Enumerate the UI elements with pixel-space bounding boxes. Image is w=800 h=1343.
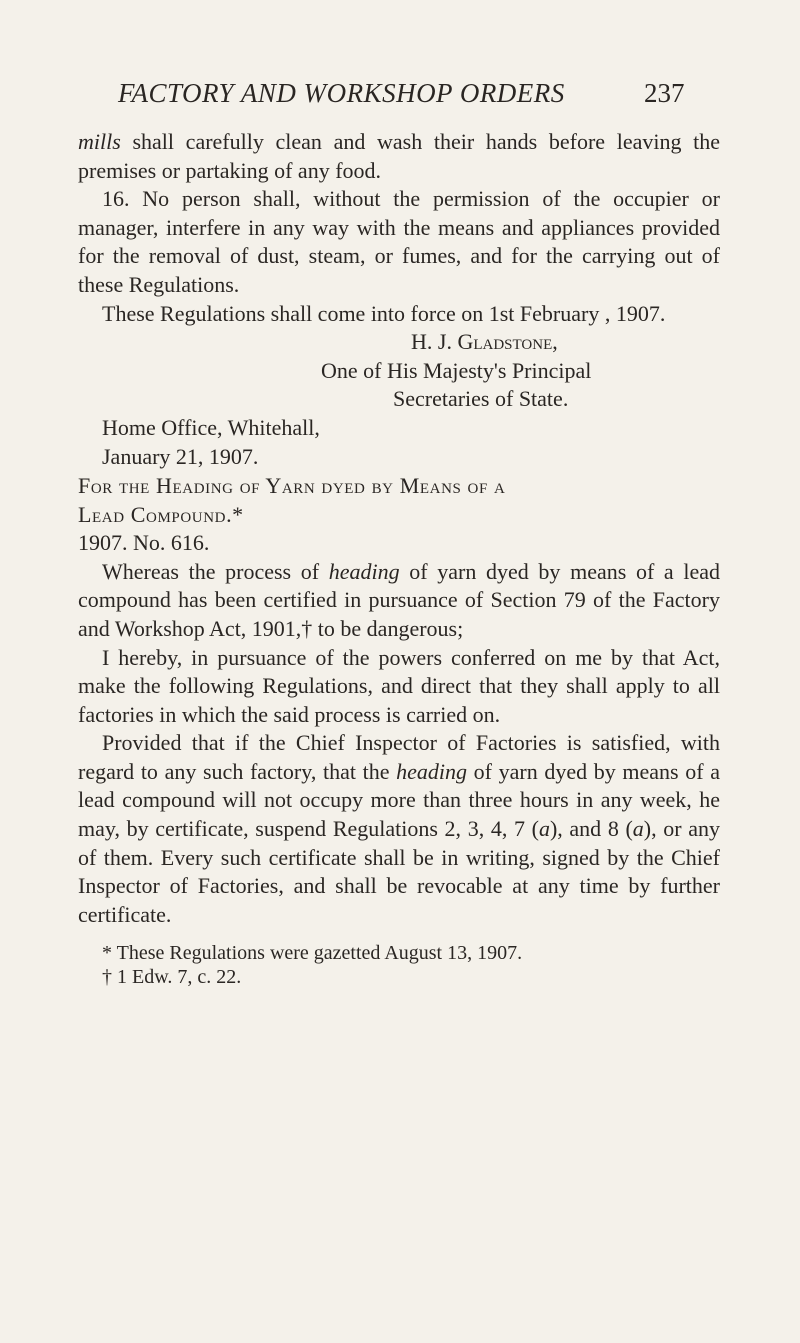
paragraph-mills xyxy=(78,128,720,185)
running-title: FACTORY AND WORKSHOP ORDERS xyxy=(118,78,565,108)
proviso-text-a: Provided that if the Chief Inspector of Factories is satisfied, with regard to any such factory, that the xyxy=(78,730,720,784)
commencement-paragraph: These Regulations shall come into force on 1st February , 1907. xyxy=(102,300,666,326)
emphasis-a-2: a xyxy=(632,816,644,842)
proviso-text-d: ), or any of them. Every such certificate shall be in writing, signed by the Chief Inspector of Factories, and shall be revocable at any time by further certificate. xyxy=(78,816,720,927)
whereas-paragraph xyxy=(78,558,720,644)
section-heading-line1: For the Heading of Yarn dyed by Means of a xyxy=(78,473,506,499)
place-line: Home Office, Whitehall, xyxy=(102,414,320,440)
section-heading xyxy=(78,471,720,529)
proviso-text-b: of yarn dyed by means of a lead compound will not occupy more than three hours in any week, he may, by certificate, suspend Regulations 2, 3, 4, 7 ( xyxy=(78,758,720,842)
footnote-dagger: † 1 Edw. 7, c. 22. xyxy=(102,966,242,989)
signatory-title-line2: Secretaries of State. xyxy=(393,386,569,412)
proviso-paragraph xyxy=(78,729,720,929)
footnotes xyxy=(78,941,720,989)
emphasis-heading: heading xyxy=(328,558,400,584)
running-header xyxy=(0,78,800,118)
section-heading-line2: Lead Compound.* xyxy=(78,502,244,528)
proviso-text-c: ), and 8 ( xyxy=(549,816,633,842)
footnote-star: * These Regulations were gazetted August 13, 1907. xyxy=(102,942,523,965)
page-number: 237 xyxy=(644,78,685,108)
whereas-text-b: of yarn dyed by means of a lead compound has been certified in pursuance of Section 79 of the Factory and Workshop Act, 1901,† to be dangerous; xyxy=(78,558,720,641)
regulation-16: 16. No person shall, without the permission of the occupier or manager, interfere in any way with the means and appliances provided for the removal of dust, steam, or fumes, and for the carrying out of these Regulations. xyxy=(78,186,720,297)
order-number: 1907. No. 616. xyxy=(78,530,210,556)
emphasis-mills: mills xyxy=(78,129,121,154)
emphasis-heading-2: heading xyxy=(396,758,468,784)
hereby-paragraph: I hereby, in pursuance of the powers conferred on me by that Act, make the following Regulations, and direct that they shall apply to all factories in which the said process is carried on. xyxy=(78,644,720,727)
whereas-text-a: Whereas the process of xyxy=(102,558,329,584)
date-line: January 21, 1907. xyxy=(102,443,259,469)
signatory-title-line1: One of His Majesty's Principal xyxy=(321,357,592,383)
paragraph-mills-text: shall carefully clean and wash their hands before leaving the premises or partaking of any food. xyxy=(78,129,720,183)
emphasis-a-1: a xyxy=(538,816,550,842)
page-body xyxy=(78,128,720,989)
signatory-name: H. J. Gladstone, xyxy=(411,329,558,355)
